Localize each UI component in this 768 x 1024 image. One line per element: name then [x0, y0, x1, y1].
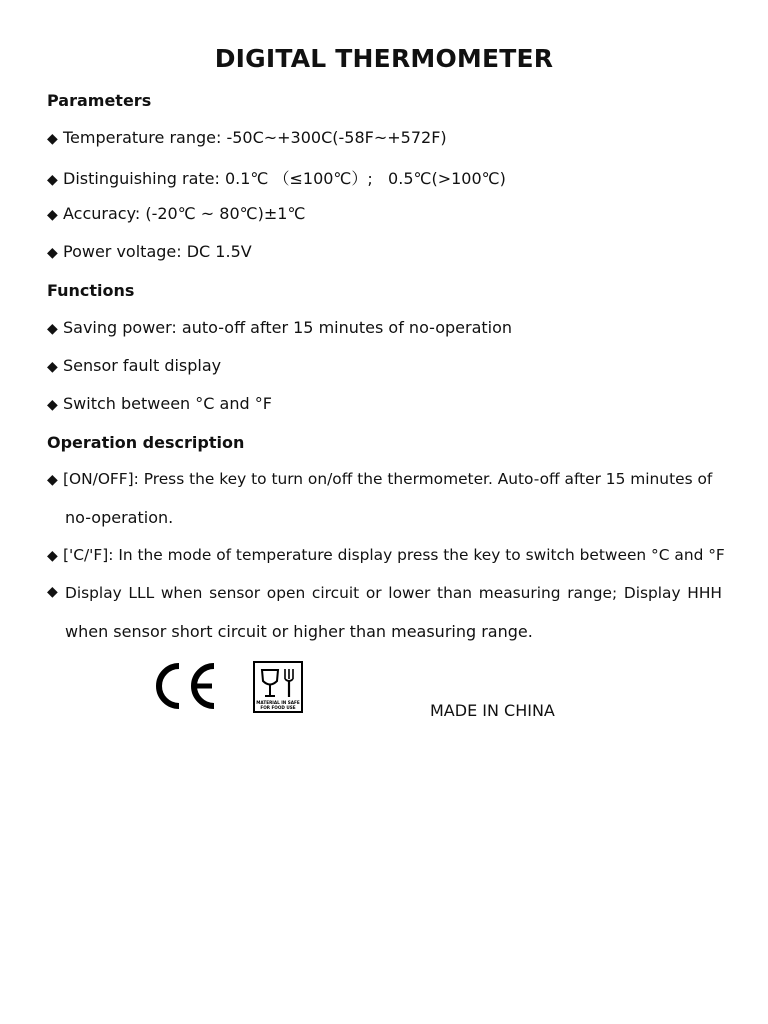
parameter-text: Distinguishing rate: 0.1℃ （≤100℃）; 0.5℃(>100℃) — [63, 169, 506, 188]
diamond-bullet-icon: ◆ — [47, 131, 58, 147]
operation-text-continuation: no-operation. — [65, 508, 174, 527]
section-heading-parameters: Parameters — [47, 91, 152, 110]
function-text: Saving power: auto-off after 15 minutes of no-operation — [63, 318, 513, 337]
operation-text: ['C/'F]: In the mode of temperature display press the key to switch between °C and °F — [63, 546, 725, 564]
parameter-text: Accuracy: (-20℃ ~ 80℃)±1℃ — [63, 204, 306, 223]
parameter-item — [47, 128, 447, 147]
section-heading-operation: Operation description — [47, 433, 245, 452]
operation-item — [47, 470, 712, 488]
diamond-bullet-icon: ◆ — [47, 472, 58, 488]
diamond-bullet-icon: ◆ — [47, 584, 58, 600]
function-item — [47, 318, 512, 337]
food-safe-glass-fork-icon — [253, 661, 303, 713]
parameter-text: Temperature range: -50C~+300C(-58F~+572F) — [63, 128, 447, 147]
function-text: Switch between °C and °F — [63, 394, 272, 413]
operation-text: [ON/OFF]: Press the key to turn on/off the thermometer. Auto-off after 15 minutes of — [63, 470, 713, 488]
diamond-bullet-icon: ◆ — [47, 172, 58, 188]
parameter-item — [47, 204, 305, 223]
ce-mark-icon — [150, 660, 220, 712]
operation-item — [47, 584, 722, 606]
diamond-bullet-icon: ◆ — [47, 548, 58, 564]
section-heading-functions: Functions — [47, 281, 135, 300]
operation-text-continuation: when sensor short circuit or higher than measuring range. — [65, 622, 533, 641]
parameter-item — [47, 242, 252, 261]
document-title: DIGITAL THERMOMETER — [214, 44, 554, 73]
function-item — [47, 356, 221, 375]
diamond-bullet-icon: ◆ — [47, 321, 58, 337]
operation-text: Display LLL when sensor open circuit or lower than measuring range; Display HHH — [65, 584, 722, 602]
made-in-label: MADE IN CHINA — [430, 701, 555, 720]
parameter-text: Power voltage: DC 1.5V — [63, 242, 252, 261]
svg-text:FOR FOOD USE: FOR FOOD USE — [260, 705, 296, 710]
diamond-bullet-icon: ◆ — [47, 359, 58, 375]
parameter-item — [47, 166, 506, 189]
diamond-bullet-icon: ◆ — [47, 397, 58, 413]
operation-item — [47, 546, 725, 564]
function-item — [47, 394, 272, 413]
function-text: Sensor fault display — [63, 356, 222, 375]
food-safe-text: MATERIAL IN SAFE — [256, 700, 300, 705]
diamond-bullet-icon: ◆ — [47, 245, 58, 261]
diamond-bullet-icon: ◆ — [47, 207, 58, 223]
